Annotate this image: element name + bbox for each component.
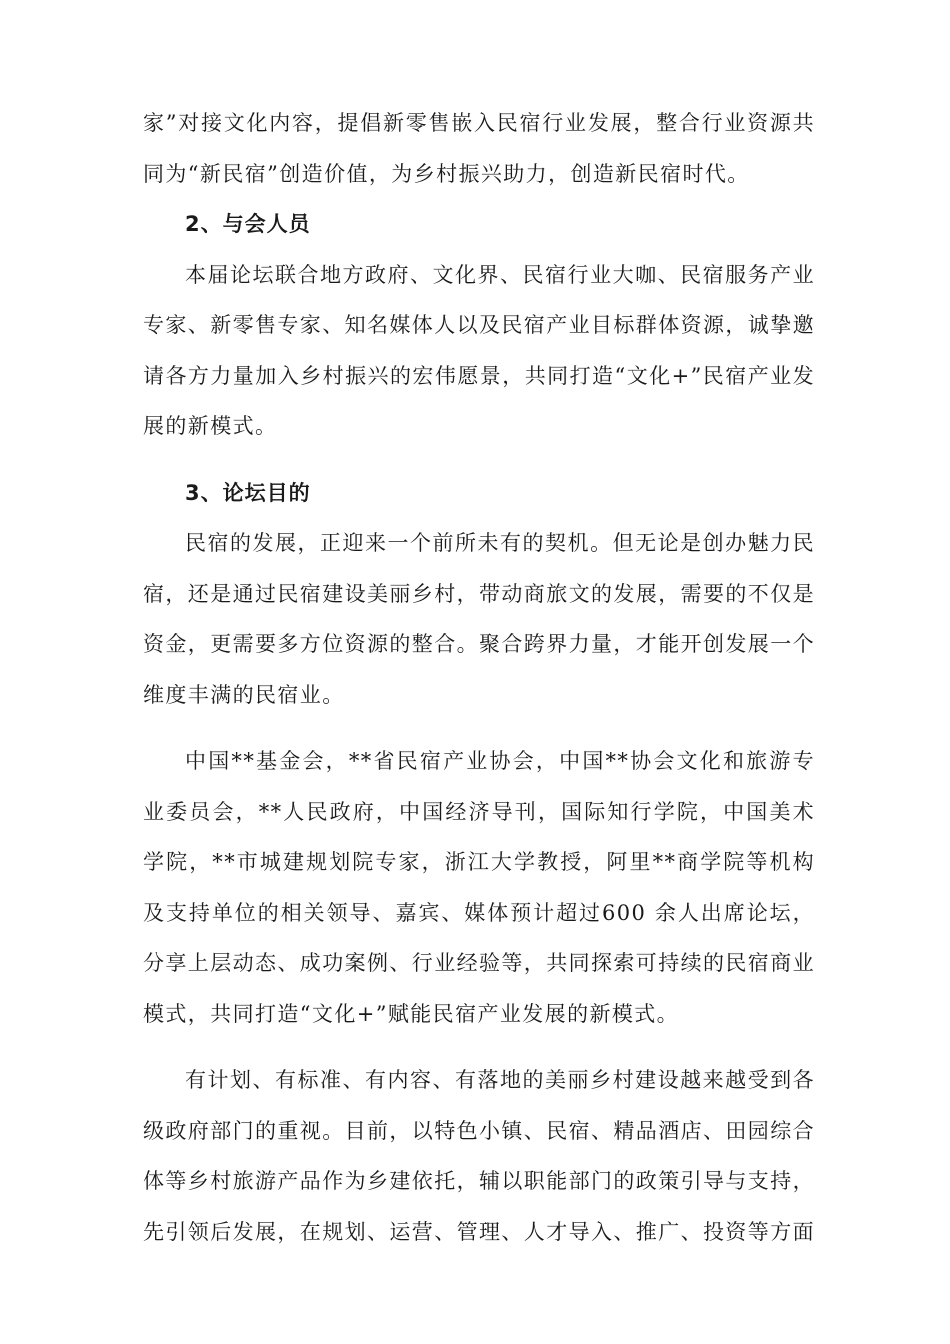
paragraph-purpose-2: 中国**基金会，**省民宿产业协会，中国**协会文化和旅游专业委员会，**人民政府，中国经济导刊，国际知行学院，中国美术学院，**市城建规划院专家，浙江大学教授，阿里**商学院等机构及支持单位的相关领导、嘉宾、媒体预计超过600 余人出席论坛，分享上层动态、成功案例、行业经验等，共同探索可持续的民宿商业模式，共同打造“文化+”赋能民宿产业发展的新模式。 xyxy=(143,749,815,1026)
section-heading-purpose: 3、论坛目的 xyxy=(185,480,311,505)
section-gap xyxy=(143,452,815,468)
section-gap xyxy=(143,720,815,736)
paragraph-attendees: 本届论坛联合地方政府、文化界、民宿行业大咖、民宿服务产业专家、新零售专家、知名媒体人以及民宿产业目标群体资源，诚挚邀请各方力量加入乡村振兴的宏伟愿景，共同打造“文化+”民宿产业发展的新模式。 xyxy=(143,262,815,438)
document-body xyxy=(143,98,815,1257)
paragraph-purpose-3: 有计划、有标准、有内容、有落地的美丽乡村建设越来越受到各级政府部门的重视。目前，以特色小镇、民宿、精品酒店、田园综合体等乡村旅游产品作为乡建依托，辅以职能部门的政策引导与支持，先引领后发展，在规划、运营、管理、人才导入、推广、投资等方面 xyxy=(143,1068,815,1244)
paragraph-continuation: 家”对接文化内容，提倡新零售嵌入民宿行业发展，整合行业资源共同为“新民宿”创造价值，为乡村振兴助力，创造新民宿时代。 xyxy=(143,111,815,186)
paragraph-purpose-1: 民宿的发展，正迎来一个前所未有的契机。但无论是创办魅力民宿，还是通过民宿建设美丽乡村，带动商旅文的发展，需要的不仅是资金，更需要多方位资源的整合。聚合跨界力量，才能开创发展一个维度丰满的民宿业。 xyxy=(143,531,815,707)
section-gap xyxy=(143,1039,815,1055)
section-heading-attendees: 2、与会人员 xyxy=(185,212,311,236)
